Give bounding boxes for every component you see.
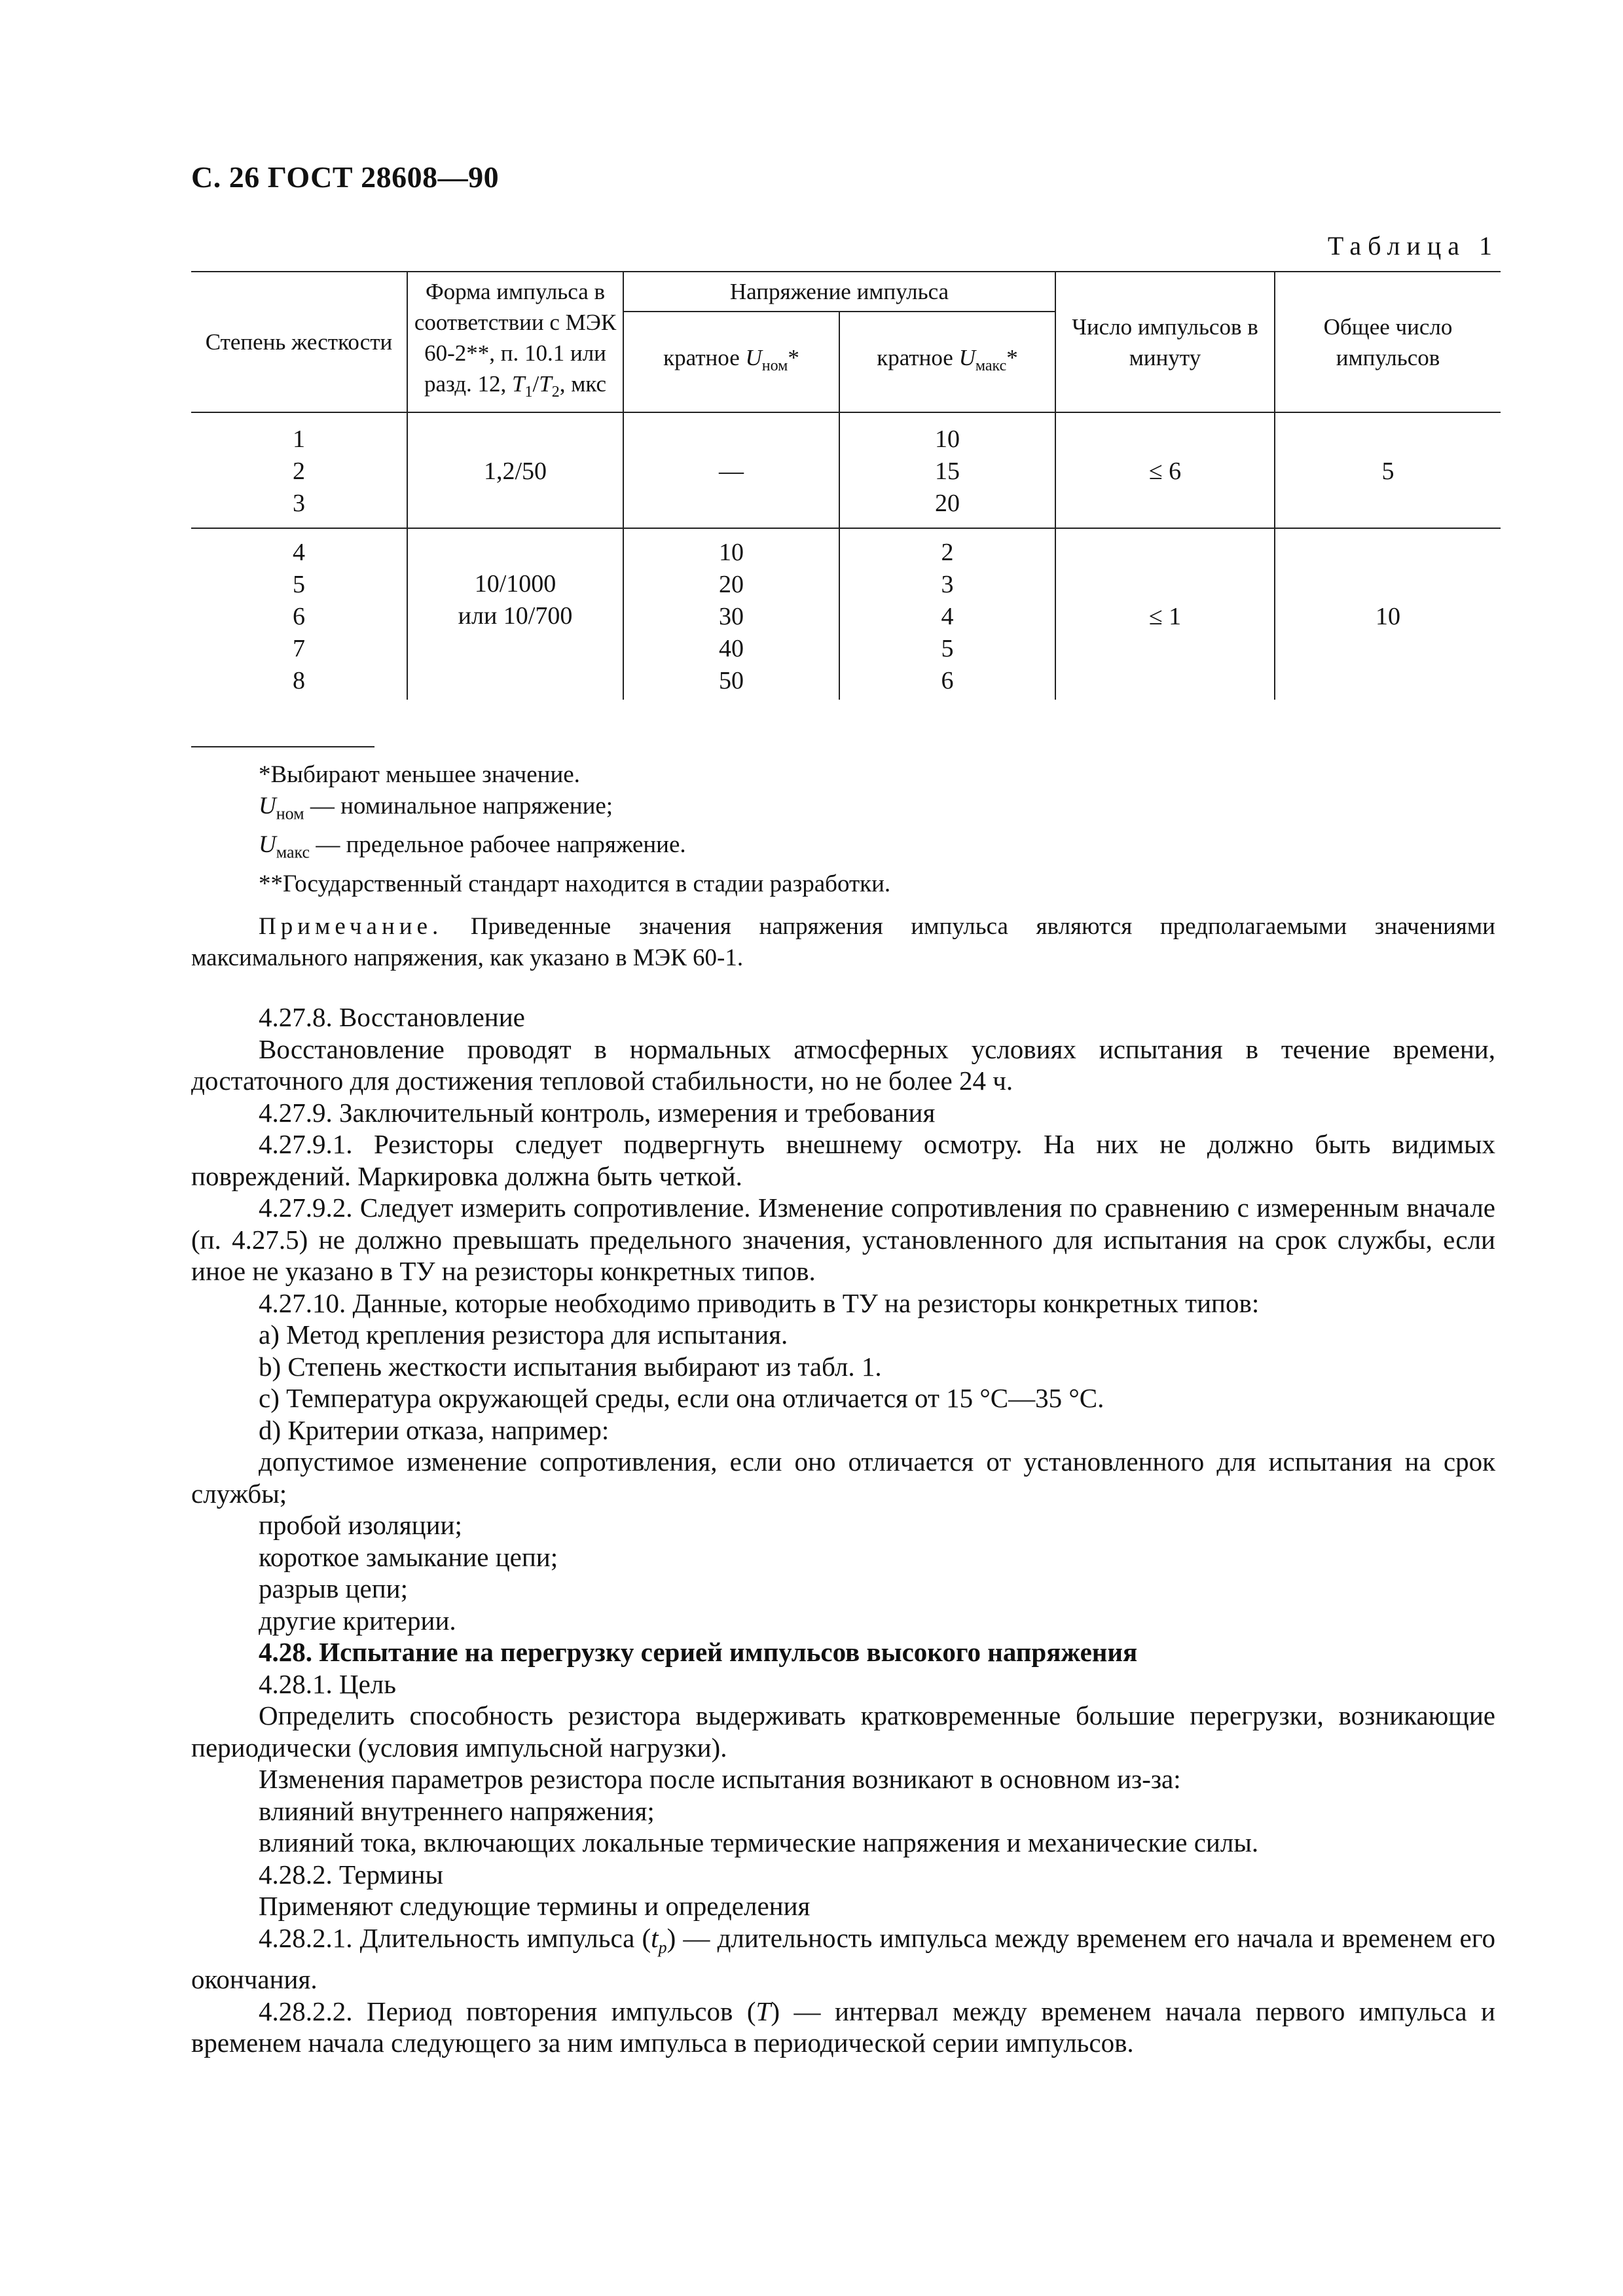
table-row-group-1 bbox=[191, 412, 1501, 528]
section-4-28-2-1: 4.28.2.1. Длительность импульса $(t_p)$ — длительность импульса между временем его начала и временем его окончания. bbox=[191, 1922, 1495, 1995]
footnote-2: $U_{ном}$ — номинальное напряжение; bbox=[259, 793, 613, 823]
criterion-item: пробой изоляции; bbox=[259, 1510, 462, 1540]
cell-k-nom-1: — bbox=[623, 412, 839, 528]
note-text: Приведенные значения напряжения импульса являются предполагаемыми значениями максимального напряжения, как указано в МЭК 60-1. bbox=[191, 913, 1495, 971]
paragraph: влияний тока, включающих локальные термические напряжения и механические силы. bbox=[259, 1827, 1259, 1857]
section-4-28-1: 4.28.1. Цель bbox=[259, 1668, 396, 1699]
section-4-27-8: 4.27.8. Восстановление bbox=[259, 1002, 525, 1032]
paragraph: Применяют следующие термины и определения bbox=[259, 1891, 811, 1921]
header-total-pulses: Общее число импульсов bbox=[1275, 272, 1501, 412]
header-pulses-per-minute: Число импульсов в минуту bbox=[1055, 272, 1275, 412]
list-item-c: c) Температура окружающей среды, если она отличается от 15 °C—35 °C. bbox=[259, 1383, 1104, 1413]
footnotes bbox=[259, 759, 890, 900]
criterion-item: разрыв цепи; bbox=[259, 1573, 408, 1604]
cell-degrees-1: 1 2 3 bbox=[191, 412, 407, 528]
footnote-4: **Государственный стандарт находится в стадии разработки. bbox=[259, 870, 891, 897]
body-text bbox=[191, 1001, 1495, 2059]
note-label: Примечание. bbox=[259, 913, 443, 940]
header-k-max: кратное $U_{макс}*$ bbox=[839, 312, 1055, 412]
severity-table-container bbox=[191, 271, 1501, 700]
cell-pulse-form-1: 1,2/50 bbox=[407, 412, 623, 528]
paragraph: Изменения параметров резистора после испытания возникают в основном из-за: bbox=[259, 1764, 1181, 1794]
paragraph: Определить способность резистора выдерживать кратковременные большие перегрузки, возникающие периодически (условия импульсной нагрузки). bbox=[191, 1700, 1495, 1763]
header-pulse-form: Форма импульса в соответствии с МЭК 60-2**, п. 10.1 или разд. 12, $T_1/T_2$, мкс bbox=[407, 272, 623, 412]
cell-per-minute-1: ≤ 6 bbox=[1055, 412, 1275, 528]
cell-k-max-1: 10 15 20 bbox=[839, 412, 1055, 528]
criterion-item: короткое замыкание цепи; bbox=[259, 1541, 558, 1572]
section-4-28-title: 4.28. Испытание на перегрузку серией импульсов высокого напряжения bbox=[259, 1637, 1138, 1667]
footnote-divider bbox=[191, 746, 374, 747]
criterion-item: допустимое изменение сопротивления, если оно отличается от установленного для испытания на срок службы; bbox=[191, 1446, 1495, 1509]
section-4-27-9: 4.27.9. Заключительный контроль, измерения и требования bbox=[259, 1097, 936, 1128]
cell-total-1: 5 bbox=[1275, 412, 1501, 528]
section-4-27-9-2: 4.27.9.2. Следует измерить сопротивление. Изменение сопротивления по сравнению с измеренным вначале (п. 4.27.5) не должно превышать предельного значения, установленного для испытания на срок службы, если иное не указано в ТУ на резисторы конкретных типов. bbox=[191, 1193, 1495, 1286]
list-item-d: d) Критерии отказа, например: bbox=[259, 1414, 610, 1445]
header-pulse-voltage: Напряжение импульса bbox=[623, 272, 1055, 312]
severity-table bbox=[191, 271, 1501, 700]
footnote-1: *Выбирают меньшее значение. bbox=[259, 761, 580, 788]
cell-total-2: 10 bbox=[1275, 528, 1501, 700]
paragraph: Восстановление проводят в нормальных атмосферных условиях испытания в течение времени, достаточного для достижения тепловой стабильности, но не более 24 ч. bbox=[191, 1033, 1495, 1096]
cell-k-nom-2: 10 20 30 40 50 bbox=[623, 528, 839, 700]
section-4-28-2-2: 4.28.2.2. Период повторения импульсов (T) — интервал между временем начала первого импульса и временем начала следующего за ним импульса в периодической серии импульсов. bbox=[191, 1996, 1495, 2058]
cell-per-minute-2: ≤ 1 bbox=[1055, 528, 1275, 700]
page-header: С. 26 ГОСТ 28608—90 bbox=[191, 160, 500, 194]
table-caption: Таблица 1 bbox=[1327, 231, 1499, 260]
cell-k-max-2: 2 3 4 5 6 bbox=[839, 528, 1055, 700]
header-severity: Степень жесткости bbox=[191, 272, 407, 412]
footnote-3: $U_{макс}$ — предельное рабочее напряжение. bbox=[259, 831, 686, 862]
criterion-item: другие критерии. bbox=[259, 1605, 456, 1636]
cell-pulse-form-2: 10/1000 или 10/700 bbox=[407, 528, 623, 700]
list-item-a: a) Метод крепления резистора для испытания. bbox=[259, 1319, 788, 1350]
cell-degrees-2: 4 5 6 7 8 bbox=[191, 528, 407, 700]
list-item-b: b) Степень жесткости испытания выбирают из табл. 1. bbox=[259, 1351, 882, 1382]
section-4-27-10: 4.27.10. Данные, которые необходимо приводить в ТУ на резисторы конкретных типов: bbox=[259, 1287, 1260, 1318]
table-note bbox=[191, 911, 1495, 974]
table-row-group-2 bbox=[191, 528, 1501, 700]
paragraph: влияний внутреннего напряжения; bbox=[259, 1795, 655, 1826]
section-4-28-2: 4.28.2. Термины bbox=[259, 1859, 443, 1890]
section-4-27-9-1: 4.27.9.1. Резисторы следует подвергнуть внешнему осмотру. На них не должно быть видимых повреждений. Маркировка должна быть четкой. bbox=[191, 1129, 1495, 1191]
header-k-nom: кратное $U_{ном}*$ bbox=[623, 312, 839, 412]
